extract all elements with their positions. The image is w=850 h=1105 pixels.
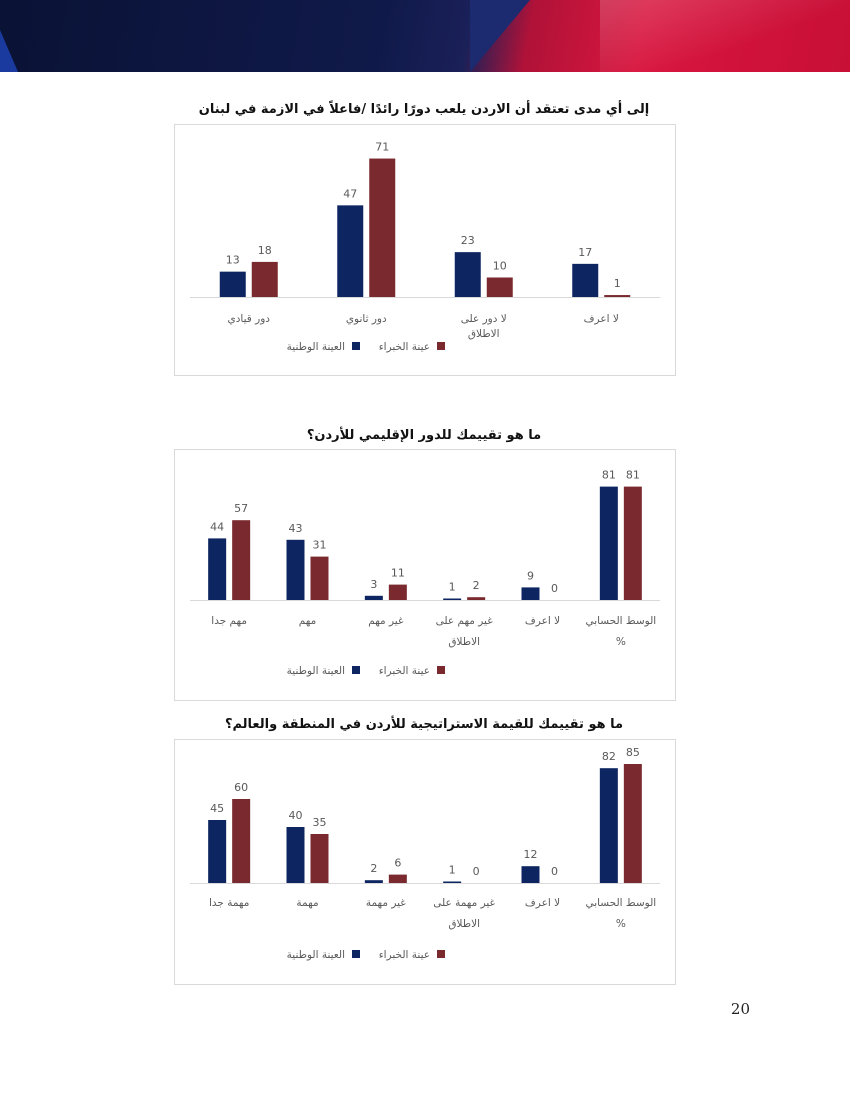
data-label: 1 <box>613 277 621 291</box>
banner-facet <box>0 30 18 72</box>
legend-label-national: العينة الوطنية <box>286 341 345 353</box>
category-label: لا دور على <box>460 313 507 325</box>
bar-national <box>365 596 383 600</box>
category-label: لا اعرف <box>583 313 619 325</box>
bar-experts <box>624 487 642 600</box>
data-label: 43 <box>288 521 303 535</box>
legend-swatch-national <box>352 666 360 674</box>
chart-lebanon-role <box>174 124 676 376</box>
data-label: 45 <box>210 802 225 815</box>
legend-swatch-experts <box>437 666 445 674</box>
legend-label-experts: عينة الخبراء <box>378 665 430 677</box>
data-label: 57 <box>234 502 249 516</box>
legend-label-experts: عينة الخبراء <box>378 949 430 961</box>
bar-experts <box>389 585 407 600</box>
data-label: 81 <box>601 468 616 482</box>
category-label: مهم <box>298 615 317 627</box>
legend-swatch-national <box>352 342 360 350</box>
data-label: 40 <box>288 809 303 822</box>
category-label: الوسط الحسابي <box>585 615 657 627</box>
bar-experts <box>232 520 250 600</box>
bar-national <box>572 264 598 297</box>
data-label: 0 <box>551 582 558 595</box>
bar-national <box>600 487 618 600</box>
bar-national <box>443 599 461 601</box>
header-banner <box>0 0 850 72</box>
chart-title-regional-role: ما هو تقييمك للدور الإقليمي للأردن؟ <box>306 428 542 443</box>
data-label: 12 <box>523 848 538 862</box>
data-label: 2 <box>472 579 480 593</box>
chart-svg <box>175 740 675 984</box>
data-label: 9 <box>527 569 534 583</box>
data-label: 31 <box>312 538 327 552</box>
bar-national <box>522 587 540 600</box>
legend-label-national: العينة الوطنية <box>286 665 345 677</box>
category-label: غير مهمة <box>365 897 406 909</box>
bar-experts <box>369 159 395 297</box>
category-label: غير مهم <box>368 615 404 627</box>
bar-experts <box>604 295 630 297</box>
legend-swatch-experts <box>437 950 445 958</box>
data-label: 0 <box>472 865 480 878</box>
bar-experts <box>311 834 329 883</box>
data-label: 18 <box>257 243 272 257</box>
data-label: 82 <box>601 750 616 764</box>
data-label: 47 <box>343 187 358 201</box>
data-label: 71 <box>375 140 390 154</box>
data-label: 23 <box>460 234 475 248</box>
data-label: 44 <box>210 520 225 534</box>
bar-national <box>208 820 226 883</box>
bar-experts <box>252 262 278 297</box>
category-label: دور ثانوي <box>345 313 387 325</box>
data-label: 6 <box>394 856 402 870</box>
bar-national <box>287 540 305 600</box>
data-label: 0 <box>551 865 558 878</box>
data-label: 2 <box>370 862 378 876</box>
bar-national <box>365 880 383 883</box>
data-label: 60 <box>234 781 249 794</box>
data-label: 11 <box>390 566 405 580</box>
category-label: % <box>615 636 626 648</box>
bar-national <box>455 252 481 297</box>
category-label: مهمة جدا <box>208 897 250 909</box>
category-label: % <box>615 918 626 930</box>
category-label: دور قيادي <box>227 313 270 325</box>
category-label: الاطلاق <box>467 328 500 340</box>
bar-national <box>337 205 363 297</box>
bar-national <box>443 882 461 884</box>
chart-svg <box>175 125 675 375</box>
category-label: الوسط الحسابي <box>585 897 657 909</box>
data-label: 1 <box>448 580 456 594</box>
bar-experts <box>311 557 329 600</box>
banner-facet <box>600 0 850 72</box>
bar-experts <box>389 875 407 883</box>
chart-title-strategic-value: ما هو تقييمك للقيمة الاستراتيجية للأردن في المنطقة والعالم؟ <box>224 717 624 732</box>
category-label: مهم جدا <box>211 615 248 627</box>
data-label: 81 <box>625 468 640 482</box>
legend-swatch-national <box>352 950 360 958</box>
legend-swatch-experts <box>437 342 445 350</box>
legend-label-national: العينة الوطنية <box>286 949 345 961</box>
data-label: 35 <box>312 816 327 829</box>
category-label: الاطلاق <box>448 918 481 930</box>
data-label: 13 <box>225 253 240 267</box>
legend-label-experts: عينة الخبراء <box>378 341 430 353</box>
chart-title-lebanon-role: إلى أي مدى تعتقد أن الاردن يلعب دورًا رائدًا /فاعلاً في الازمة في لبنان <box>198 102 650 117</box>
data-label: 17 <box>578 245 593 259</box>
chart-svg <box>175 450 675 700</box>
chart-regional-role <box>174 449 676 701</box>
data-label: 3 <box>370 577 378 591</box>
page-number: 20 <box>730 1000 750 1018</box>
category-label: غير مهم على <box>435 615 493 627</box>
category-label: غير مهمة على <box>433 897 496 909</box>
category-label: الاطلاق <box>448 636 481 648</box>
bar-experts <box>467 597 485 600</box>
bar-experts <box>624 764 642 883</box>
data-label: 10 <box>492 259 507 273</box>
bar-experts <box>487 278 513 298</box>
banner-facet <box>470 0 530 72</box>
category-label: لا اعرف <box>524 615 561 627</box>
bar-experts <box>232 799 250 883</box>
chart-strategic-value <box>174 739 676 985</box>
data-label: 1 <box>448 863 456 877</box>
bar-national <box>208 538 226 600</box>
category-label: لا اعرف <box>524 897 561 909</box>
bar-national <box>220 272 246 297</box>
bar-national <box>522 866 540 883</box>
category-label: مهمة <box>296 897 319 909</box>
data-label: 85 <box>625 746 640 759</box>
bar-national <box>287 827 305 883</box>
bar-national <box>600 768 618 883</box>
